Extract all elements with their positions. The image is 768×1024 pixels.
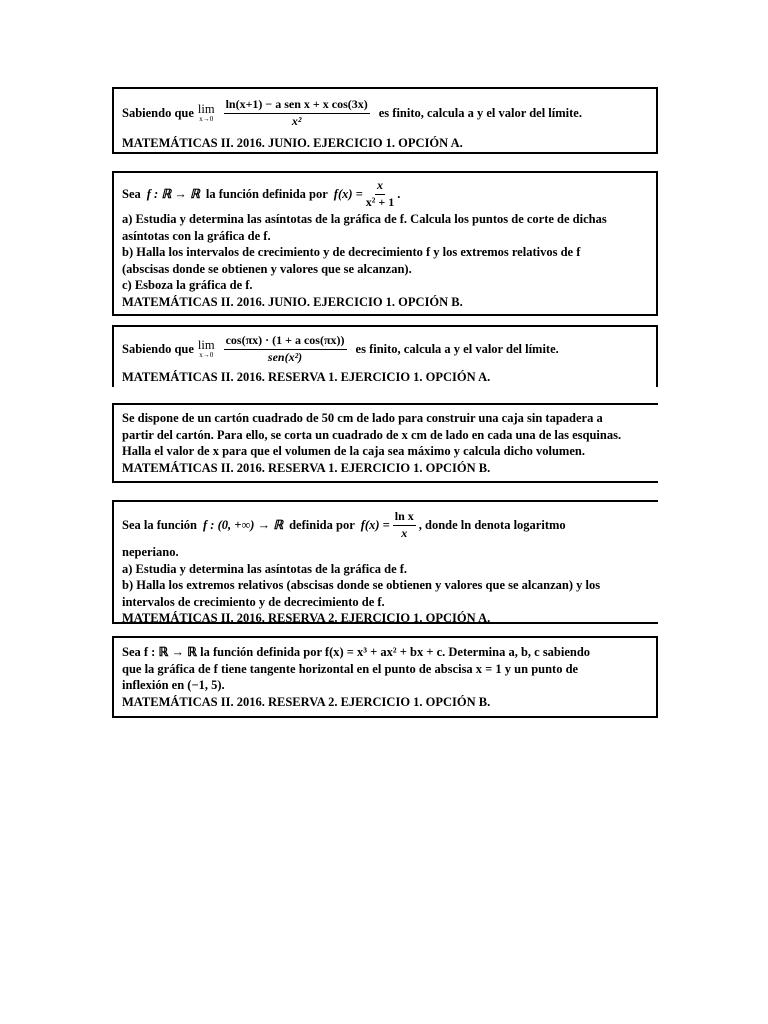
function-fraction: [366, 179, 394, 210]
exercise-box-3: [112, 325, 658, 387]
exercise-2-function-domain: f : ℝ → ℝ: [146, 186, 200, 201]
fraction-numerator: cos(πx) · (1 + a cos(πx)): [224, 334, 347, 350]
exercise-3-statement: [122, 331, 648, 367]
exercise-5-prefix: Sea la función: [122, 517, 198, 532]
exercise-6-footer: MATEMÁTICAS II. 2016. RESERVA 2. EJERCICIO 1. OPCIÓN B.: [122, 694, 491, 709]
exercise-5-line-4: intervalos de crecimiento y de decrecimiento de f.: [122, 594, 385, 609]
fraction-numerator: x: [375, 179, 385, 195]
exercise-5-line-1: neperiano.: [122, 545, 179, 559]
exercise-2-line-1: a) Estudia y determina las asíntotas de la gráfica de f. Calcula los puntos de corte de dichas: [122, 212, 607, 226]
exercise-6-line-1: Sea f : ℝ → ℝ la función definida por f(x) = x³ + ax² + bx + c. Determina a, b, c sabiendo: [122, 645, 591, 659]
limit-fraction: [224, 98, 370, 129]
exercise-2-footer: MATEMÁTICAS II. 2016. JUNIO. EJERCICIO 1. OPCIÓN B.: [122, 294, 463, 309]
exercise-4-line-1: Se dispone de un cartón cuadrado de 50 cm de lado para construir una caja sin tapadera a: [122, 411, 603, 425]
exercise-2-line-5: c) Esboza la gráfica de f.: [122, 278, 253, 292]
exercise-5-line-2: a) Estudia y determina las asíntotas de la gráfica de f.: [122, 561, 408, 576]
fraction-numerator: ln x: [393, 510, 416, 526]
exercise-box-2: [112, 171, 658, 316]
exercise-5-line-3: b) Halla los extremos relativos (abscisas donde se obtienen y valores que se alcanzan) y los: [122, 578, 601, 592]
limit-subscript: x→0: [199, 351, 214, 360]
limit-subscript: x→0: [199, 115, 214, 124]
function-fraction: [393, 510, 416, 541]
exercise-4-line-3: Halla el valor de x para que el volumen de la caja sea máximo y calcula dicho volumen.: [122, 444, 585, 458]
exercise-1-footer: MATEMÁTICAS II. 2016. JUNIO. EJERCICIO 1. OPCIÓN A.: [122, 136, 463, 150]
exercise-4-footer: MATEMÁTICAS II. 2016. RESERVA 1. EJERCICIO 1. OPCIÓN B.: [122, 460, 491, 475]
exercise-box-6: [112, 636, 658, 718]
limit-fraction: [224, 334, 347, 365]
exercise-6-line-2: que la gráfica de f tiene tangente horizontal en el punto de abscisa x = 1 y un punto de: [122, 661, 579, 676]
exercise-1-prefix: Sabiendo que: [122, 105, 194, 120]
exercise-3-prefix: Sabiendo que: [122, 341, 194, 356]
fraction-denominator: x²: [291, 113, 302, 128]
exercise-3-suffix: es finito, calcula a y el valor del límite.: [355, 341, 559, 356]
exercise-2-mid-text: la función definida por: [205, 186, 328, 201]
exercise-1-statement: [122, 93, 648, 133]
exercise-5-statement: [122, 506, 650, 544]
exercise-2-def-left: f(x) =: [333, 186, 363, 201]
exercise-2-line-2: asíntotas con la gráfica de f.: [122, 228, 271, 243]
exercise-2-def-end: .: [397, 186, 401, 201]
exercise-5-function-domain: f : (0, +∞) → ℝ: [203, 517, 284, 532]
exercise-5-def-end: , donde ln denota logaritmo: [418, 517, 566, 532]
exercise-3-footer: MATEMÁTICAS II. 2016. RESERVA 1. EJERCICIO 1. OPCIÓN A.: [122, 370, 491, 384]
exercise-5-mid-text: definida por: [289, 517, 355, 532]
exercise-1-suffix: es finito, calcula a y el valor del límite.: [378, 105, 582, 120]
limit-operator: [198, 339, 215, 360]
exercise-2-line-3: b) Halla los intervalos de crecimiento y de decrecimiento f y los extremos relativos de f: [122, 245, 581, 259]
exercise-4-line-2: partir del cartón. Para ello, se corta un cuadrado de x cm de lado en cada una de las esquinas.: [122, 427, 622, 442]
limit-operator: [198, 103, 215, 124]
fraction-numerator: ln(x+1) − a sen x + x cos(3x): [224, 98, 370, 114]
exercise-6-line-3: inflexión en (−1, 5).: [122, 678, 225, 692]
exercise-2-prefix: Sea: [122, 186, 141, 201]
limit-word: lim: [197, 337, 215, 352]
fraction-denominator: x: [401, 525, 408, 540]
fraction-denominator: sen(x²): [267, 349, 303, 364]
limit-word: lim: [197, 101, 215, 116]
exercise-5-def-left: f(x) =: [360, 517, 390, 532]
fraction-denominator: x² + 1: [365, 194, 395, 209]
exercise-2-statement: [122, 177, 648, 211]
exercise-5-footer: MATEMÁTICAS II. 2016. RESERVA 2. EJERCICIO 1. OPCIÓN A.: [122, 611, 491, 625]
exercise-2-line-4: (abscisas donde se obtienen y valores que se alcanzan).: [122, 261, 412, 276]
exercise-box-1: [112, 87, 658, 154]
exercise-box-4: [112, 403, 658, 483]
exercise-box-5: [112, 500, 658, 624]
